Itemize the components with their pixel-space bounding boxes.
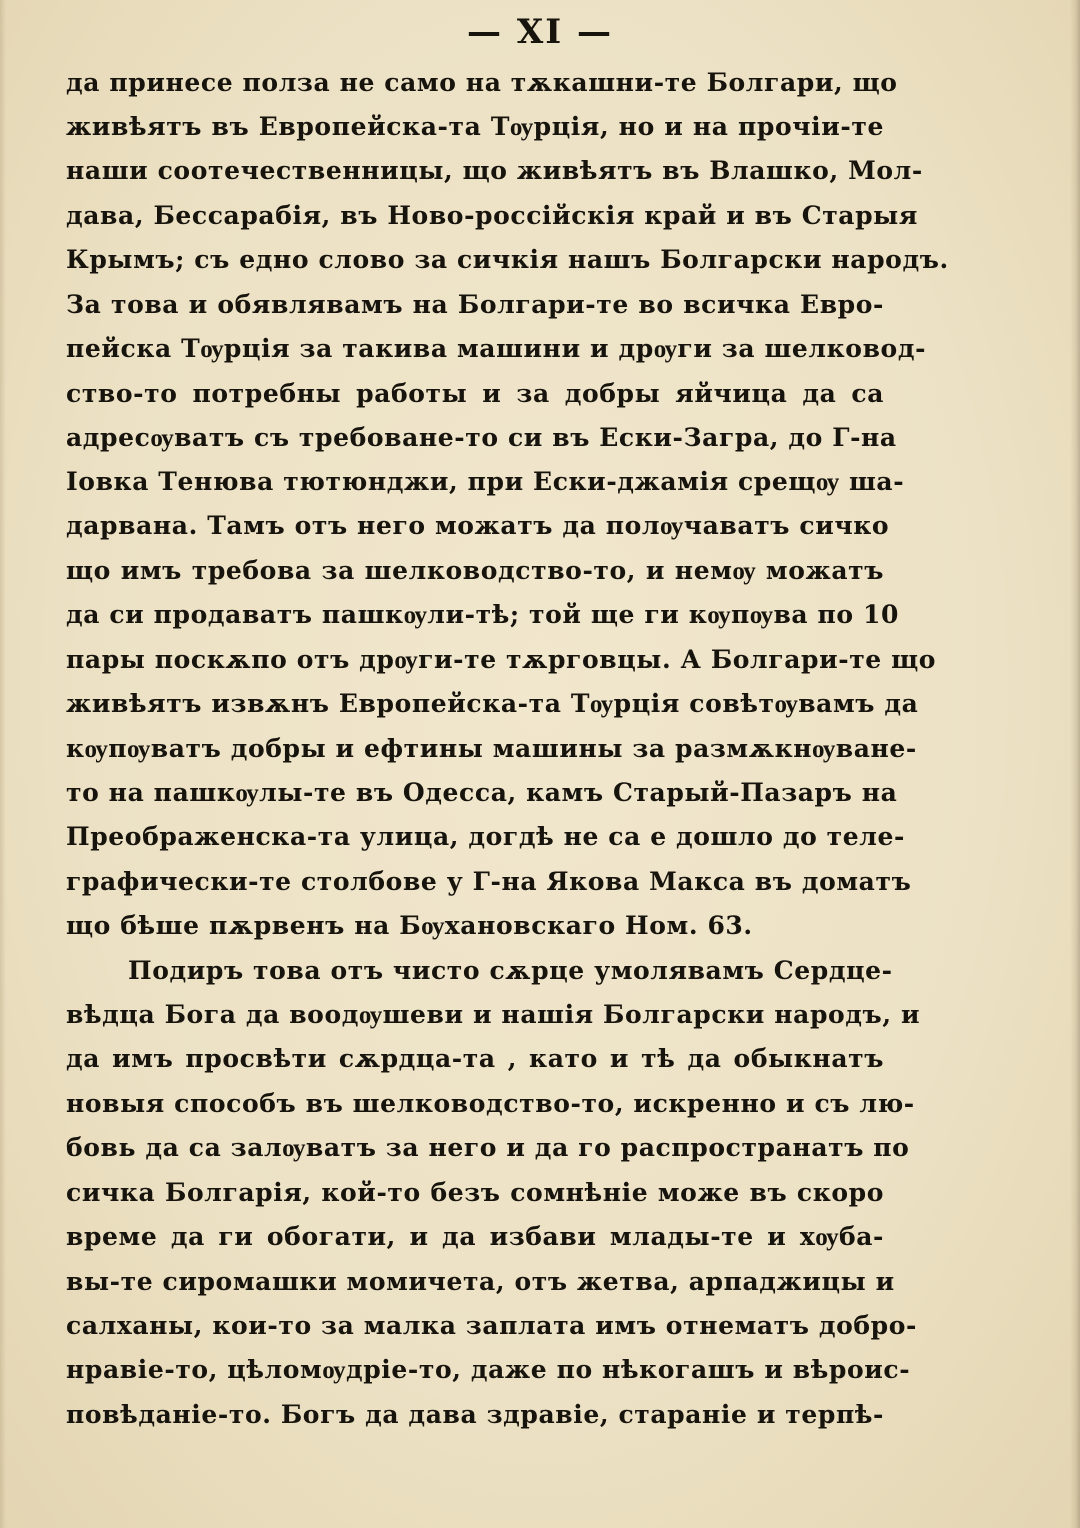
text-line-3: наши соотечественницы, що живѣятъ въ Влашко, Мол- [66, 156, 923, 185]
text-line-5: Крымъ; съ едно слово за сичкія нашъ Болгарски народъ. [66, 245, 949, 274]
text-line-21: Подиръ това отъ чисто сѫрце умолявамъ Сердце- [128, 956, 893, 985]
text-line-2: живѣятъ въ Европейска-та Тѹрція, но и на прочіи-те [66, 112, 884, 141]
text-line-29: салханы, кои-то за малка заплата имъ отнематъ добро- [66, 1311, 917, 1340]
page-binding-edge [1070, 0, 1080, 1528]
text-line-27: време да ги обогати, и да избави млады-те и хѹба- [66, 1222, 884, 1251]
text-line-4: давa, Бессарабія, въ Ново-россійскія край и въ Старыя [66, 201, 918, 230]
text-line-30: нравіе-то, цѣломѹдріе-то, даже по нѣкогашъ и вѣроис- [66, 1355, 911, 1384]
text-line-16: кѹпѹватъ добры и ефтины машины за размѫкнѹване- [66, 734, 917, 763]
page-number-header: — XI — [467, 12, 613, 52]
page-left-edge [0, 0, 6, 1528]
text-line-1: да принесе полза не само на тѫкашни-те Болгари, що [66, 68, 898, 97]
text-line-13: да си продаватъ пашкѹли-тѣ; той ще ги кѹпѹва по 10 [66, 600, 899, 629]
text-line-7: пейска Тѹрція за такива машини и дрѹги за шелковод- [66, 334, 927, 363]
text-line-9: адресѹватъ съ требоване-то си въ Ески-Загра, до Г-на [66, 423, 897, 452]
text-line-18: Преображенска-та улица, догдѣ не са е дошло до теле- [66, 822, 905, 851]
text-line-10: Іовка Тенюва тютюнджи, при Ески-джамія срещѹ ша- [66, 467, 905, 496]
text-line-24: новыя способъ въ шелководство-то, искренно и съ лю- [66, 1089, 915, 1118]
text-line-11: дарвана. Тамъ отъ него можатъ да полѹчаватъ сичко [66, 511, 890, 540]
text-line-28: вы-те сиромашки момичета, отъ жетва, арпаджицы и [66, 1267, 895, 1296]
text-line-20: що бѣше пѫрвенъ на Бѹхановскаго Ном. 63. [66, 911, 753, 940]
text-line-25: бовь да са залѹватъ за него и да го распространатъ по [66, 1133, 910, 1162]
text-line-12: що имъ требова за шелководство-то, и немѹ можатъ [66, 556, 884, 585]
text-line-31: повѣданіе-то. Богъ да дава здравіе, стараніе и терпѣ- [66, 1400, 885, 1429]
text-line-6: За това и обявлявамъ на Болгари-те во всичка Евро- [66, 290, 884, 319]
text-line-15: живѣятъ извѫнъ Европейска-та Тѹрція совѣтѹвамъ да [66, 689, 919, 718]
text-line-8: ство-то потребны работы и за добры яйчица да са [66, 379, 884, 408]
text-line-17: то на пашкѹлы-те въ Одесса, камъ Старый-Пазаръ на [66, 778, 898, 807]
text-line-22: вѣдца Бога да воодѹшеви и нашія Болгарски народъ, и [66, 1000, 921, 1029]
text-line-23: да имъ просвѣти сѫрдца-та , като и тѣ да обыкнатъ [66, 1044, 884, 1073]
text-line-14: пары поскѫпо отъ дрѹги-те тѫрговцы. А Болгари-те що [66, 645, 937, 674]
text-line-26: сичка Болгарія, кой-то безъ сомнѣніе може въ скоро [66, 1178, 884, 1207]
text-line-19: графически-те столбове у Г-на Якова Макса въ доматъ [66, 867, 912, 896]
